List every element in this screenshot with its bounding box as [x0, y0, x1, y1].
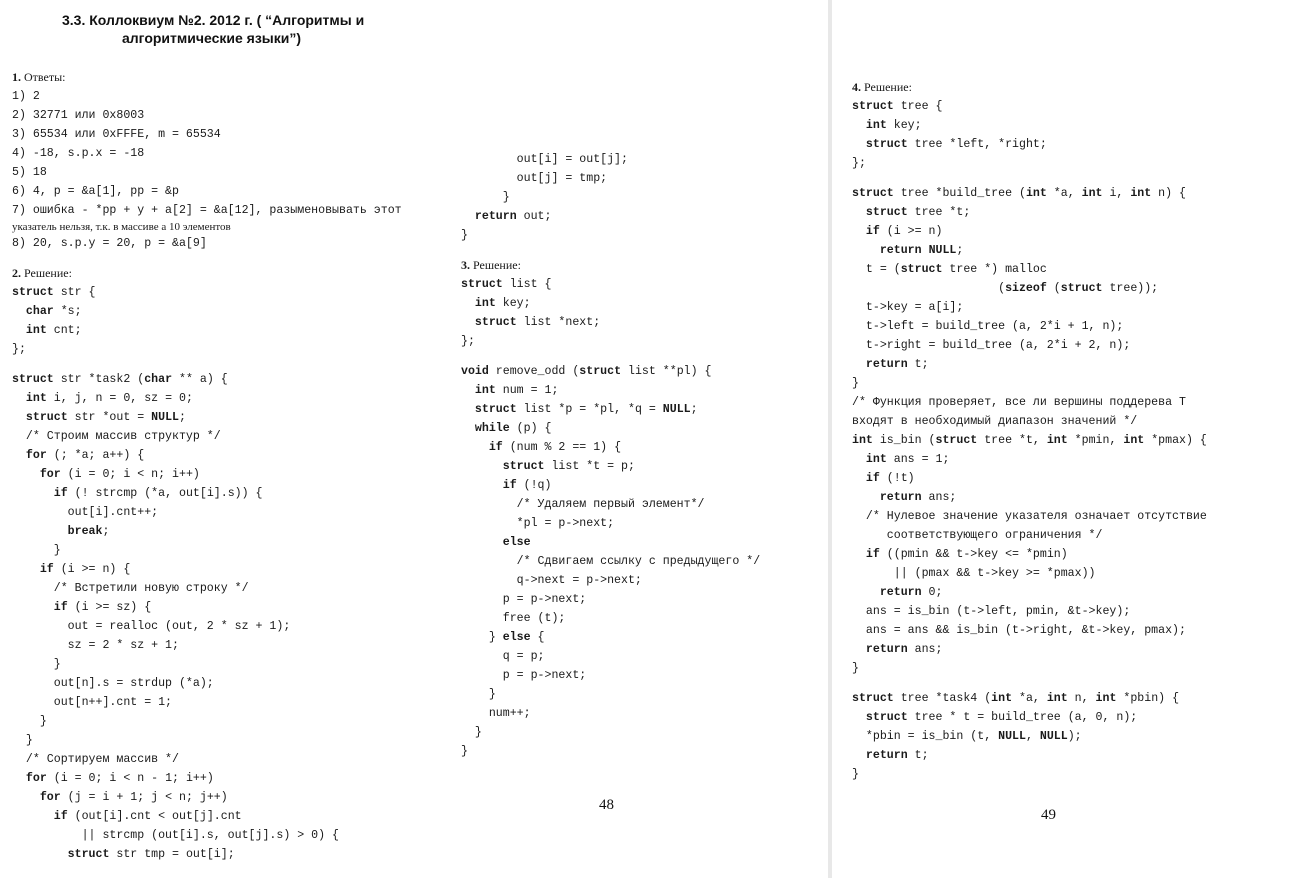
text-line: if (!t)	[865, 472, 915, 485]
text-line: 2) 32771 или 0x8003	[12, 109, 145, 122]
text-line: char *s;	[25, 305, 82, 318]
text-line	[12, 359, 402, 370]
text-line: struct list {	[461, 278, 552, 291]
text-line: while (p) {	[474, 422, 552, 435]
text-line: 5) 18	[12, 166, 47, 179]
text-line: int i, j, n = 0, sz = 0;	[25, 392, 193, 405]
text-line: else	[502, 536, 531, 549]
text-line: || strcmp (out[i].s, out[j].s) > 0) {	[12, 829, 339, 842]
text-line: if (!q)	[502, 479, 552, 492]
text-line: }	[12, 734, 33, 747]
text-line: /* Строим массив структур */	[12, 430, 221, 443]
text-line: for (i = 0; i < n - 1; i++)	[25, 772, 214, 785]
text-line: *pl = p->next;	[461, 517, 615, 530]
text-line: int ans = 1;	[865, 453, 950, 466]
text-line: /* Нулевое значение указателя означает отсутствие	[852, 510, 1207, 523]
text-line: break;	[67, 525, 110, 538]
text-line: return t;	[865, 358, 929, 371]
text-line: } else {	[461, 631, 545, 644]
section-title	[62, 11, 402, 47]
text-line: указатель нельзя, т.к. в массиве a 10 элементов	[12, 221, 231, 233]
text-line: out[j] = tmp;	[461, 172, 608, 185]
text-line: if (i >= n)	[865, 225, 943, 238]
text-line: }	[852, 662, 859, 675]
text-line: struct str tmp = out[i];	[67, 848, 235, 861]
text-line: };	[12, 343, 26, 356]
text-line: struct list *next;	[474, 316, 601, 329]
text-line: /* Функция проверяет, все ли вершины поддерева T	[852, 396, 1186, 409]
text-line: }	[461, 191, 510, 204]
text-line: out[n++].cnt = 1;	[12, 696, 173, 709]
text-line	[461, 351, 760, 362]
text-line: if (! strcmp (*a, out[i].s)) {	[53, 487, 263, 500]
section-title-line-1: 3.3. Коллоквиум №2. 2012 г. ( “Алгоритмы и	[62, 12, 365, 28]
text-line: (sizeof (struct tree));	[852, 282, 1159, 295]
text-line: if (i >= sz) {	[53, 601, 152, 614]
text-line: out[n].s = strdup (*a);	[12, 677, 214, 690]
text-line: };	[461, 335, 475, 348]
page-number-right: 49	[1041, 807, 1056, 823]
text-line: out[i].cnt++;	[12, 506, 159, 519]
text-line: int key;	[474, 297, 531, 310]
text-line: struct str *out = NULL;	[25, 411, 186, 424]
text-line: }	[12, 658, 61, 671]
text-line: for (j = i + 1; j < n; j++)	[39, 791, 228, 804]
text-line: t->right = build_tree (a, 2*i + 2, n);	[852, 339, 1131, 352]
text-line: 3) 65534 или 0xFFFE, m = 65534	[12, 128, 221, 141]
text-line: 6) 4, p = &a[1], pp = &p	[12, 185, 179, 198]
text-line: 1) 2	[12, 90, 40, 103]
text-line: t->key = a[i];	[852, 301, 964, 314]
section-heading: 4. Решение:	[852, 80, 912, 94]
text-line: /* Сдвигаем ссылку с предыдущего */	[461, 555, 761, 568]
text-line: return out;	[474, 210, 552, 223]
text-line: struct tree *build_tree (int *a, int i, int n) {	[852, 187, 1187, 200]
text-line: return t;	[865, 749, 929, 762]
text-line: return 0;	[879, 586, 943, 599]
text-line: /* Удаляем первый элемент*/	[461, 498, 705, 511]
text-line: int cnt;	[25, 324, 82, 337]
text-line: struct list *t = p;	[502, 460, 635, 473]
text-line: out = realloc (out, 2 * sz + 1);	[12, 620, 291, 633]
section-title-line-2: алгоритмические языки”)	[122, 30, 302, 46]
text-line: struct tree *task4 (int *a, int n, int *pbin) {	[852, 692, 1180, 705]
text-line: }	[461, 726, 482, 739]
text-line	[852, 678, 1207, 689]
left-column	[12, 68, 402, 864]
text-line: /* Сортируем массив */	[12, 753, 179, 766]
text-line: num++;	[461, 707, 531, 720]
section-heading: 2. Решение:	[12, 266, 72, 280]
text-line: struct str *task2 (char ** a) {	[12, 373, 228, 386]
text-line: ans = is_bin (t->left, pmin, &t->key);	[852, 605, 1131, 618]
text-line: 4) -18, s.p.x = -18	[12, 147, 145, 160]
text-line: for (i = 0; i < n; i++)	[39, 468, 200, 481]
text-line: struct str {	[12, 286, 96, 299]
text-line: return ans;	[879, 491, 957, 504]
text-line: }	[461, 688, 496, 701]
text-line: struct tree *left, *right;	[865, 138, 1047, 151]
text-line: if (i >= n) {	[39, 563, 131, 576]
text-line: }	[12, 715, 47, 728]
text-line: ans = ans && is_bin (t->right, &t->key, pmax);	[852, 624, 1186, 637]
text-line: if ((pmin && t->key <= *pmin)	[865, 548, 1068, 561]
text-line: struct tree * t = build_tree (a, 0, n);	[865, 711, 1138, 724]
text-line: free (t);	[461, 612, 566, 625]
text-line: t = (struct tree *) malloc	[852, 263, 1047, 276]
text-line: for (; *a; a++) {	[25, 449, 145, 462]
right-column	[852, 78, 1207, 784]
text-line: sz = 2 * sz + 1;	[12, 639, 179, 652]
text-line: 8) 20, s.p.y = 20, p = &a[9]	[12, 237, 207, 250]
text-line: q = p;	[461, 650, 545, 663]
text-line: };	[852, 157, 866, 170]
text-line: int key;	[865, 119, 922, 132]
text-line: struct tree *t;	[865, 206, 971, 219]
text-line: p = p->next;	[461, 669, 587, 682]
text-line: return NULL;	[879, 244, 964, 257]
text-line: }	[12, 544, 61, 557]
text-line: }	[461, 229, 468, 242]
text-line: struct list *p = *pl, *q = NULL;	[474, 403, 698, 416]
page-number-left: 48	[599, 797, 614, 813]
text-line: || (pmax && t->key >= *pmax))	[852, 567, 1096, 580]
text-line: входят в необходимый диапазон значений */	[852, 415, 1138, 428]
text-line	[461, 245, 760, 256]
text-line: /* Встретили новую строку */	[12, 582, 249, 595]
text-line: int num = 1;	[474, 384, 559, 397]
text-line: }	[852, 377, 859, 390]
section-heading: 1. Ответы:	[12, 70, 66, 84]
text-line: }	[461, 745, 468, 758]
section-heading: 3. Решение:	[461, 258, 521, 272]
text-line: int is_bin (struct tree *t, int *pmin, int *pmax) {	[852, 434, 1207, 447]
text-line: q->next = p->next;	[461, 574, 642, 587]
text-line	[852, 173, 1207, 184]
text-line: void remove_odd (struct list **pl) {	[461, 365, 712, 378]
text-line	[12, 253, 402, 264]
text-line: if (num % 2 == 1) {	[488, 441, 622, 454]
text-line: 7) ошибка - *pp + y + a[2] = &a[12], разыменовывать этот	[12, 204, 402, 217]
text-line: out[i] = out[j];	[461, 153, 628, 166]
text-line: *pbin = is_bin (t, NULL, NULL);	[852, 730, 1082, 743]
text-line: t->left = build_tree (a, 2*i + 1, n);	[852, 320, 1124, 333]
text-line: соответствующего ограничения */	[852, 529, 1103, 542]
text-line: struct tree {	[852, 100, 943, 113]
text-line: if (out[i].cnt < out[j].cnt	[53, 810, 242, 823]
text-line: }	[852, 768, 859, 781]
text-line: return ans;	[865, 643, 943, 656]
middle-column	[461, 150, 760, 761]
text-line: p = p->next;	[461, 593, 587, 606]
